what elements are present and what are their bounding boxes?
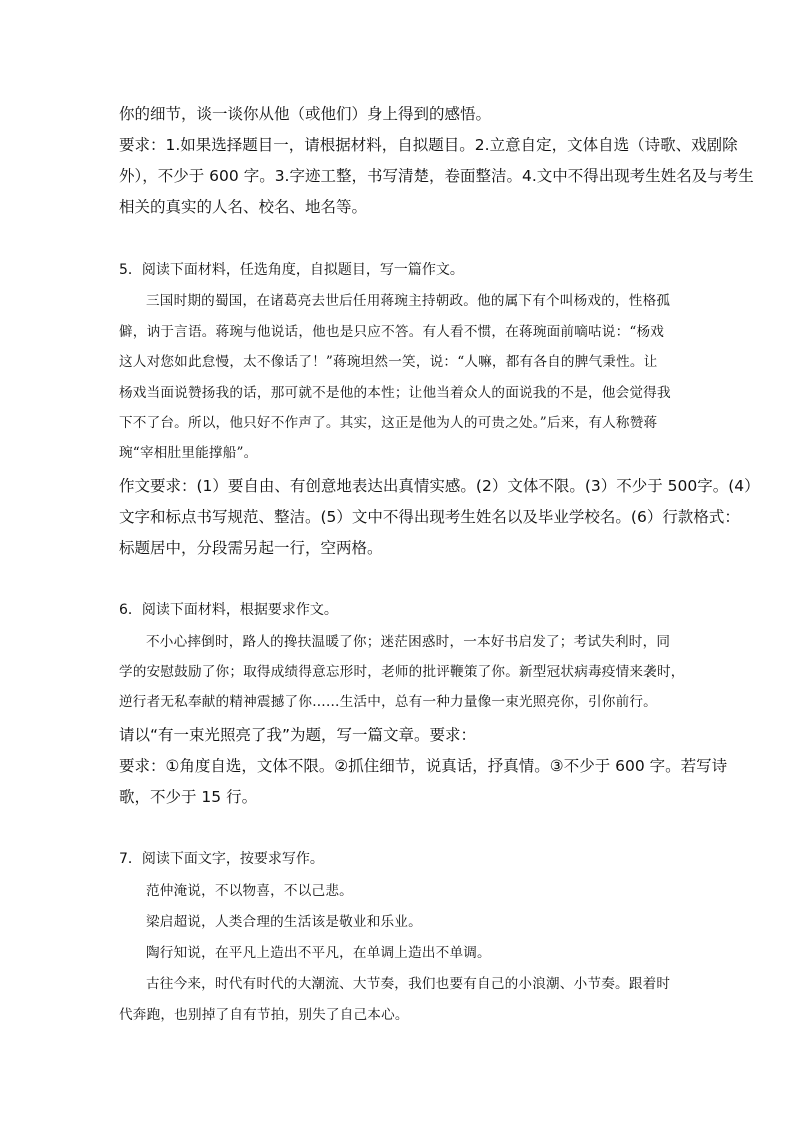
text-line: 你的细节，谈一谈你从他（或他们）身上得到的感悟。 bbox=[119, 105, 492, 123]
requirement-line: 请以“有一束光照亮了我”为题，写一篇文章。要求： bbox=[119, 726, 477, 744]
requirement-line: 文字和标点书写规范、整洁。(5）文中不得出现考生姓名以及毕业学校名。(6）行款格式： bbox=[119, 508, 740, 526]
material-line: 代奔跑，也别掉了自有节拍，别失了自己本心。 bbox=[119, 1007, 409, 1023]
question-5-heading: 5．阅读下面材料，任选角度，自拟题目，写一篇作文。 bbox=[119, 262, 464, 278]
material-line: 这人对您如此怠慢，太不像话了！”蒋琬坦然一笑，说：“人嘛，都有各自的脾气秉性。让 bbox=[119, 354, 658, 370]
requirement-line: 作文要求：(1）要自由、有创意地表达出真情实感。(2）文体不限。(3）不少于 500字。(4） bbox=[119, 477, 760, 495]
material-line: 学的安慰鼓励了你；取得成绩得意忘形时，老师的批评鞭策了你。新型冠状病毒疫情来袭时， bbox=[119, 664, 685, 680]
material-line: 三国时期的蜀国，在诸葛亮去世后任用蒋琬主持朝政。他的属下有个叫杨戏的，性格孤 bbox=[146, 293, 671, 309]
text-line: 外），不少于 600 字。3.字迹工整，书写清楚，卷面整洁。4.文中不得出现考生姓名及与考生 bbox=[119, 167, 754, 185]
text-line: 要求：1.如果选择题目一，请根据材料，自拟题目。2.立意自定，文体自选（诗歌、戏剧除 bbox=[119, 136, 738, 154]
material-line: 下不了台。所以，他只好不作声了。其实，这正是他为人的可贵之处。”后来，有人称赞蒋 bbox=[119, 415, 658, 431]
material-line: 梁启超说，人类合理的生活该是敬业和乐业。 bbox=[146, 914, 422, 930]
material-line: 陶行知说，在平凡上造出不平凡，在单调上造出不单调。 bbox=[146, 945, 491, 961]
material-line: 古往今来，时代有时代的大潮流、大节奏，我们也要有自己的小浪潮、小节奏。跟着时 bbox=[146, 976, 671, 992]
requirement-line: 歌，不少于 15 行。 bbox=[119, 788, 258, 806]
requirement-line: 标题居中，分段需另起一行，空两格。 bbox=[119, 539, 383, 557]
material-line: 琬“宰相肚里能撑船”。 bbox=[119, 445, 258, 461]
material-line: 不小心摔倒时，路人的搀扶温暖了你；迷茫困惑时，一本好书启发了；考试失利时，同 bbox=[146, 634, 671, 650]
text-line: 相关的真实的人名、校名、地名等。 bbox=[119, 198, 368, 216]
material-line: 范仲淹说，不以物喜，不以己悲。 bbox=[146, 883, 353, 899]
requirement-line: 要求：①角度自选，文体不限。②抓住细节，说真话，抒真情。③不少于 600 字。若写诗 bbox=[119, 757, 728, 775]
material-line: 僻，讷于言语。蒋琬与他说话，他也是只应不答。有人看不惯，在蒋琬面前嘀咕说：“杨戏 bbox=[119, 324, 665, 340]
material-line: 杨戏当面说赞扬我的话，那可就不是他的本性；让他当着众人的面说我的不是，他会觉得我 bbox=[119, 385, 671, 401]
question-6-heading: 6．阅读下面材料，根据要求作文。 bbox=[119, 602, 338, 618]
material-line: 逆行者无私奉献的精神震撼了你……生活中，总有一种力量像一束光照亮你，引你前行。 bbox=[119, 694, 657, 710]
question-7-heading: 7．阅读下面文字，按要求写作。 bbox=[119, 851, 324, 867]
